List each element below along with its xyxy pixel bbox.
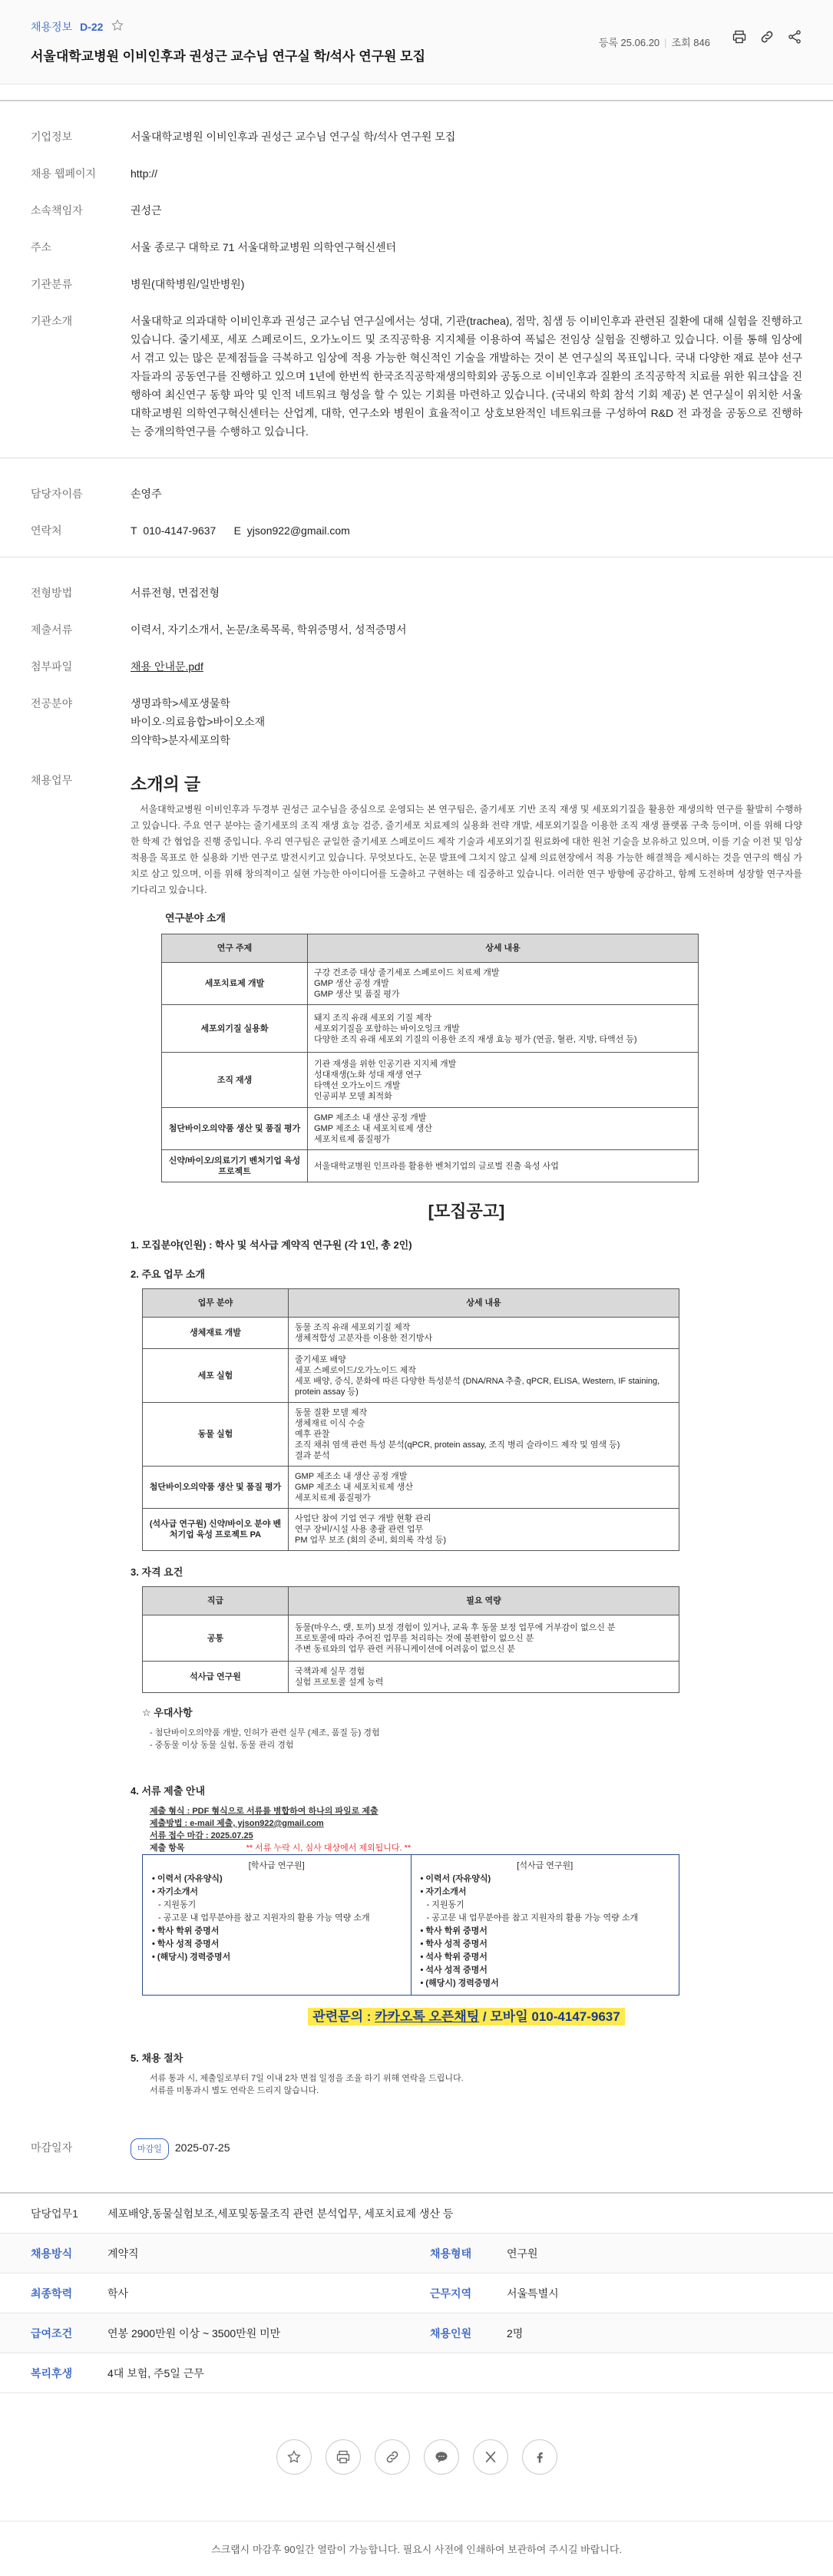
duty-table: 업무 분야 상세 내용 생체재료 개발 동물 조직 유래 세포외기질 제작 생체적합성 고분자를 이용한 전기방사 세포 실험 줄기세포 배양 세포 스페로이드/오가노이드 제작 세포 배양, 증식, 분화에 따른 다양한 특성분석 (DNA/RNA 추출, qPCR, ELISA, Western, IF staining, protein assay 등) 동물 실험 동물 질환 모델 제작 생체재료 이식 수술 예후 관찰 조직 채취 염색 관련 특성 분석(qPCR, protein assay, 조직 병리 슬라이드 제작 및 염색 등) 결과 분석 첨단바이오의약품 생산 및 품질 평가 GMP 제조소 내 생산 공정 개발 GMP 제조소 내 세포치료제 생산 세포치료제 품질평가 (석사급 연구원) 신약/바이오 분야 벤처기업 육성 프로젝트 PA 사업단 참여 기업 연구 개발 현황 관리 연구 장비/시설 사용 총괄 관련 업무 PM 업무 보조 (회의 준비, 회의록 작성 등) — [142, 1288, 679, 1551]
preference-title: ☆ 우대사항 — [142, 1707, 193, 1718]
warning-text: ** 서류 누락 시, 심사 대상에서 제외됩니다. ** — [246, 1844, 412, 1853]
category-label[interactable]: 채용정보 — [31, 20, 73, 33]
attachment-link[interactable]: 채용 안내문.pdf — [131, 660, 203, 673]
page-title: 서울대학교병원 이비인후과 권성근 교수님 연구실 학/석사 연구원 모집 — [31, 49, 426, 64]
table-row: 신약/바이오/의료기기 벤처기업 육성 프로젝트 서울대학교병원 인프라를 활용한 벤처기업의 글로벌 진출 육성 사업 — [162, 1150, 699, 1182]
link-icon[interactable] — [759, 29, 775, 47]
job-detail-poster: 소개의 글 서울대학교병원 이비인후과 두경부 권성근 교수님을 중심으로 운영되는 본 연구팀은, 줄기세포 기반 조직 재생 및 세포외기질을 활용한 재생의학 연구를 활발히 수행하고 있습니다. 주요 연구 분야는 줄기세포의 조직 재생 효능 검증, 줄기세포 치료제의 실용화 전략 개발, 세포외기질을 이용한 조직 재생 플랫폼 구축 등이며, 이를 위해 다양한 학제 간 협업을 진행 중입니다. 우리 연구팀은 균일한 줄기세포 스페로이드 제작 기술과 세포외기질 원료화에 대한 원천 기술을 보유하고 있으며, 이를 기술 이전 및 임상 적용을 목표로 한 실용화 기반 연구로 발전시키고 있습니다. 무엇보다도, 논문 발표에 그치지 않고 실제 의료현장에서 적용 가능한 해결책을 제시하는 것을 연구의 핵심 가치로 삼고 있으며, 이를 위해 창의적이고 실현 가능한 아이디어를 도출하고 구현하는 데 집중하고 있습니다. 이러한 연구 방향에 공감하고, 함께 도전하며 성장할 연구자를 기다리고 있습니다. 연구분야 소개 연구 주제 상세 내용 세포치료제 개발 구강 건조증 대상 줄기세포 스페로이드 치료제 개발 GMP 생산 공정 개발 GMP 생산 및 품질 평가 세포외기질 실용화 돼지 조직 유래 세포외 기질 제작 세포외기질을 포함하는 바이오잉크 개발 다양한 조직 유래 세포외 기질의 이용한 조직 재생 효능 평가 (연골, 혈관, 지방, 타액선 등) 조직 재생 기관 재생을 위한 인공기관 지지체 개발 성대재생(노화 성대 재생 연구 타액선 오가노이드 개발 인공피부 모델 최적화 첨단바이오의약품 생산 및 품질 평가 GMP 제조소 내 생산 공정 개발 GMP 제조소 내 세포치료제 생산 세포치료제 품질평가 신약/바이오/의료기기 벤처기업 육성 프로젝트 서울대학교병원 인프라를 활용한 벤처기업의 글로벌 진출 육성 사업 [모집공고] 1. 모집분야(인원) : 학사 및 석사급 계약직 연구원 (각 1인, 총 2인) 2. 주요 업무 소개 업무 분야 상세 내용 생체재료 개발 동물 조직 유래 세포외기질 제작 생체적합성 고분자를 이용한 전기방사 세포 실험 줄기세포 배양 세포 스페로이드/오가노이드 제작 세포 배양, 증식, 분화에 따른 다양한 특성분석 (DNA/RNA 추출, qPCR, ELISA, Western, IF staining, protein assay 등) 동물 실험 동물 질환 모델 제작 생체재료 이식 수술 예후 관찰 조직 채취 염색 관련 특성 분석(qPCR, protein assay, 조직 병리 슬라이드 제작 및 염색 등) 결과 분석 첨단바이오의약품 생산 및 품질 평가 GMP 제조소 내 생산 공정 개발 GMP 제조소 내 세포치료제 생산 세포치료제 품질평가 (석사급 연구원) 신약/바이오 분야 벤처기업 육성 프로젝트 PA 사업단 참여 기업 연구 개발 현황 관리 연구 장비/시설 사용 총괄 관련 업무 PM 업무 보조 (회의 준비, 회의록 작성 등) 3. 자격 요건 직급 필요 역량 공통 동물(마우스, 랫, 토끼) 보정 경험이 있거나, 교육 후 동물 보정 업무에 거부감이 없으신 분 프로토콜에 따라 주어진 업무를 처리하는 것에 불편함이 없으신 분 주변 동료와의 업무 관련 커뮤니케이션에 어려움이 없으신 분 석사급 연구원 국책과제 실무 경험 실험 프로토콜 설계 능력 ☆ 우대사항 - 첨단바이오의약품 개발, 인허가 관련 실무 (제조, 품질 등) 경험 - 중동물 이상 동물 실험, 동물 관리 경험 4. 서류 제출 안내 제출 형식 : PDF 형식으로 서류를 병합하여 하나의 파일로 제출 제출방법 : e-mail 제출, yjson922@gmail.com 서류 접수 마감 : 2025.07.25 제출 항목 ** 서류 누락 시, 심사 대상에서 제외됩니다. ** [학사급 연구원] • 이력서 (자유양식) • 자기소개서 - 지원동기 - 공고문 내 업무분야를 참고 지원자의 활용 가능 역량 소개 • 학사 학위 증명서 • 학사 성적 증명서 • (해당시) 경력증명서 [석사급 연구원] • 이력서 (자유양식) • 자기소개서 - 지원동기 - 공고문 내 업무분야를 참고 지원자의 활용 가능 역량 소개 • 학사 학위 증명서 • 학사 성적 증명서 • 석사 학위 증명서 • 석사 성적 증명서 • (해당시) 경력증명서 관련문의 : 카카오톡 오픈채팅 / 모바일 010-4147-9637 5. 채용 절차 서류 통과 시, 제출일로부터 7일 이내 2차 면접 일정을 조율 하기 위해 연락을 드립니다. 서류를 미통과시 별도 연락은 드리지 않습니다. — [131, 775, 802, 2095]
facebook-icon[interactable] — [522, 2439, 557, 2475]
contact-highlight: 관련문의 : 카카오톡 오픈채팅 / 모바일 010-4147-9637 — [131, 2008, 802, 2026]
org-type: 병원(대학병원/일반병원) — [131, 278, 245, 290]
web-url[interactable]: http:// — [131, 167, 158, 180]
post-meta: 등록 25.06.20 | 조회 846 — [598, 37, 710, 48]
apply-method: 서류전형, 면접전형 — [131, 587, 220, 599]
apply-section: 전형방법 서류전형, 면접전형 제출서류 이력서, 자기소개서, 논문/초록목록, 학위증명서, 성적증명서 첨부파일 채용 안내문.pdf 전공분야 생명과학>세포생물학 바이오·의료융합>바이오소재 의약학>분자세포의학 채용업무 소개의 글 서울대학교병원 이비인후과 두경부 권성근 교수님을 중심으로 운영되는 본 연구팀은, 줄기세포 기반 조직 재생 및 세포외기질을 활용한 재생의학 연구를 활발히 수행하고 있습니다. 주요 연구 분야는 줄기세포의 조직 재생 효능 검증, 줄기세포 치료제의 실용화 전략 개발, 세포외기질을 이용한 조직 재생 플랫폼 구축 등이며, 이를 위해 다양한 학제 간 협업을 진행 중입니다. 우리 연구팀은 균일한 줄기세포 스페로이드 제작 기술과 세포외기질 원료화에 대한 원천 기술을 보유하고 있으며, 이를 기술 이전 및 임상 적용을 목표로 한 실용화 기반 연구로 발전시키고 있습니다. 무엇보다도, 논문 발표에 그치지 않고 실제 의료현장에서 적용 가능한 해결책을 제시하는 것을 연구의 핵심 가치로 삼고 있으며, 이를 위해 창의적이고 실현 가능한 아이디어를 도출하고 구현하는 데 집중하고 있습니다. 이러한 연구 방향에 공감하고, 함께 도전하며 성장할 연구자를 기다리고 있습니다. 연구분야 소개 연구 주제 상세 내용 세포치료제 개발 구강 건조증 대상 줄기세포 스페로이드 치료제 개발 GMP 생산 공정 개발 GMP 생산 및 품질 평가 세포외기질 실용화 돼지 조직 유래 세포외 기질 제작 세포외기질을 포함하는 바이오잉크 개발 다양한 조직 유래 세포외 기질의 이용한 조직 재생 효능 평가 (연골, 혈관, 지방, 타액선 등) 조직 재생 기관 재생을 위한 인공기관 지지체 개발 성대재생(노화 성대 재생 연구 타액선 오가노이드 개발 인공피부 모델 최적화 첨단바이오의약품 생산 및 품질 평가 GMP 제조소 내 생산 공정 개발 GMP 제조소 내 세포치료제 생산 세포치료제 품질평가 신약/바이오/의료기기 벤처기업 육성 프로젝트 서울대학교병원 인프라를 활용한 벤처기업의 글로벌 진출 육성 사업 [모집공고] 1. 모집분야(인원) : 학사 및 석사급 계약직 연구원 (각 1인, 총 2인) 2. 주요 업무 소개 업무 분야 상세 내용 생체재료 개발 동물 조직 유래 세포외기질 제작 생체적합성 고분자를 이용한 전기방사 세포 실험 줄기세포 배양 세포 스페로이드/오가노이드 제작 세포 배양, 증식, 분화에 따른 다양한 특성분석 (DNA/RNA 추출, qPCR, ELISA, Western, IF staining, protein assay 등) 동물 실험 동물 질환 모델 제작 생체재료 이식 수술 예후 관찰 조직 채취 염색 관련 특성 분석(qPCR, protein assay, 조직 병리 슬라이드 제작 및 염색 등) 결과 분석 첨단바이오의약품 생산 및 품질 평가 GMP 제조소 내 생산 공정 개발 GMP 제조소 내 세포치료제 생산 세포치료제 품질평가 (석사급 연구원) 신약/바이오 분야 벤처기업 육성 프로젝트 PA 사업단 참여 기업 연구 개발 현황 관리 연구 장비/시설 사용 총괄 관련 업무 PM 업무 보조 (회의 준비, 회의록 작성 등) 3. 자격 요건 직급 필요 역량 공통 동물(마우스, 랫, 토끼) 보정 경험이 있거나, 교육 후 동물 보정 업무에 거부감이 없으신 분 프로토콜에 따라 주어진 업무를 처리하는 것에 불편함이 없으신 분 주변 동료와의 업무 관련 커뮤니케이션에 어려움이 없으신 분 석사급 연구원 국책과제 실무 경험 실험 프로토콜 설계 능력 ☆ 우대사항 - 첨단바이오의약품 개발, 인허가 관련 실무 (제조, 품질 등) 경험 - 중동물 이상 동물 실험, 동물 관리 경험 4. 서류 제출 안내 제출 형식 : PDF 형식으로 서류를 병합하여 하나의 파일로 제출 제출방법 : e-mail 제출, yjson922@gmail.com 서류 접수 마감 : 2025.07.25 제출 항목 ** 서류 누락 시, 심사 대상에서 제외됩니다. ** [학사급 연구원] • 이력서 (자유양식) • 자기소개서 - 지원동기 - 공고문 내 업무분야를 참고 지원자의 활용 가능 역량 소개 • 학사 학위 증명서 • 학사 성적 증명서 • (해당시) 경력증명서 [석사급 연구원] • 이력서 (자유양식) • 자기소개서 - 지원동기 - 공고문 내 업무분야를 참고 지원자의 활용 가능 역량 소개 • 학사 학위 증명서 • 학사 성적 증명서 • 석사 학위 증명서 • 석사 성적 증명서 • (해당시) 경력증명서 관련문의 : 카카오톡 오픈채팅 / 모바일 010-4147-9637 5. 채용 절차 서류 통과 시, 제출일로부터 7일 이내 2차 면접 일정을 조율 하기 위해 연락을 드립니다. 서류를 미통과시 별도 연락은 드리지 않습니다. 마감일자 마감일 2025-07-25 — [0, 557, 833, 2177]
submission-boxes — [142, 1854, 679, 1996]
org-name: 서울대학교병원 이비인후과 권성근 교수님 연구실 학/석사 연구원 모집 — [131, 131, 456, 143]
bachelor-box: [학사급 연구원] • 이력서 (자유양식) • 자기소개서 - 지원동기 - 공고문 내 업무분야를 참고 지원자의 활용 가능 역량 소개 • 학사 학위 증명서 • 학사 성적 증명서 • (해당시) 경력증명서 — [152, 1861, 370, 1962]
table-row: 첨단바이오의약품 생산 및 품질 평가 GMP 제조소 내 생산 공정 개발 GMP 제조소 내 세포치료제 생산 세포치료제 품질평가 — [162, 1108, 699, 1150]
link-icon[interactable] — [375, 2439, 410, 2475]
deadline-badge: 마감일 — [131, 2138, 169, 2160]
table-row: 생체재료 개발 동물 조직 유래 세포외기질 제작 생체적합성 고분자를 이용한 전기방사 — [143, 1318, 679, 1349]
contact-info: T 010-4147-9637 E yjson922@gmail.com — [131, 524, 350, 537]
print-icon[interactable] — [326, 2439, 361, 2475]
table-row: 동물 실험 동물 질환 모델 제작 생체재료 이식 수술 예후 관찰 조직 채취 염색 관련 특성 분석(qPCR, protein assay, 조직 병리 슬라이드 제작 및 염색 등) 결과 분석 — [143, 1403, 679, 1467]
org-intro: 서울대학교 의과대학 이비인후과 권성근 교수님 연구실에서는 성대, 기관(trachea), 점막, 침샘 등 이비인후과 관련된 질환에 대해 실험을 진행하고 있습니다. 줄기세포, 세포 스페로이드, 오가노이드 및 조직공학용 지지체를 이용하여 폭넓은 전임상 실험을 진행하고 있습니다. 이를 통해 임상에서 겪고 있는 많은 문제점들을 극복하고 임상에 적용 가능한 혁신적인 기술을 개발하는 것이 본 연구실의 목표입니다. 국내 다양한 재료 분야 선구자들과의 공동연구를 진행하고 있으며 1년에 한번씩 한국조직공학재생의학회와 공동으로 이비인후과 질환의 조직공학적 치료를 위한 워크샵을 진행하여 최신연구 동향 파악 및 인적 네트워크 형성을 할 수 있는 기회를 마련하고 있습니다. (국내외 학회 참석 기회 제공) 본 연구실이 위치한 서울대학교병원 의학연구혁신센터는 산업계, 대학, 연구소와 병원이 효율적이고 상호보완적인 네트워크를 구성하여 R&D 전 과정을 공동으로 진행하는 중개의학연구를 수행하고 있습니다. — [131, 315, 802, 438]
print-icon[interactable] — [732, 29, 747, 47]
contact-section: 담당자이름 손영주 연락처 T 010-4147-9637 E yjson922@gmail.com — [0, 458, 833, 557]
share-bar — [0, 2439, 833, 2475]
summary-row: 채용방식 계약직 채용형태 연구원 — [0, 2234, 833, 2273]
table-row: (석사급 연구원) 신약/바이오 분야 벤처기업 육성 프로젝트 PA 사업단 참여 기업 연구 개발 현황 관리 연구 장비/시설 사용 총괄 관련 업무 PM 업무 보조 (회의 준비, 회의록 작성 등) — [143, 1509, 679, 1551]
summary-row: 최종학력 학사 근무지역 서울특별시 — [0, 2273, 833, 2313]
summary-table — [0, 2192, 833, 2393]
major-fields: 생명과학>세포생물학 바이오·의료융합>바이오소재 의약학>분자세포의학 — [131, 697, 266, 746]
master-box: [석사급 연구원] • 이력서 (자유양식) • 자기소개서 - 지원동기 - 공고문 내 업무분야를 참고 지원자의 활용 가능 역량 소개 • 학사 학위 증명서 • 학사 성적 증명서 • 석사 학위 증명서 • 석사 성적 증명서 • (해당시) 경력증명서 — [411, 1855, 679, 1995]
view-count: 846 — [693, 37, 710, 48]
registered-date: 25.06.20 — [620, 37, 660, 48]
required-docs: 이력서, 자기소개서, 논문/초록목록, 학위증명서, 성적증명서 — [131, 623, 407, 636]
table-row: 첨단바이오의약품 생산 및 품질 평가 GMP 제조소 내 생산 공정 개발 GMP 제조소 내 세포치료제 생산 세포치료제 품질평가 — [143, 1467, 679, 1509]
table-row: 석사급 연구원 국책과제 실무 경험 실험 프로토콜 설계 능력 — [143, 1662, 679, 1693]
table-row: 세포외기질 실용화 돼지 조직 유래 세포외 기질 제작 세포외기질을 포함하는 바이오잉크 개발 다양한 조직 유래 세포외 기질의 이용한 조직 재생 효능 평가 (연골, 혈관, 지방, 타액선 등) — [162, 1005, 699, 1053]
research-title: 연구분야 소개 — [165, 912, 226, 924]
table-row: 세포 실험 줄기세포 배양 세포 스페로이드/오가노이드 제작 세포 배양, 증식, 분화에 따른 다양한 특성분석 (DNA/RNA 추출, qPCR, ELISA, Western, IF staining, protein assay 등) — [143, 1349, 679, 1403]
pi-name: 권성근 — [131, 204, 162, 217]
intro-text: 서울대학교병원 이비인후과 두경부 권성근 교수님을 중심으로 운영되는 본 연구팀은, 줄기세포 기반 조직 재생 및 세포외기질을 활용한 재생의학 연구를 활발히 수행하고 있습니다. 주요 연구 분야는 줄기세포의 조직 재생 효능 검증, 줄기세포 치료제의 실용화 전략 개발, 세포외기질을 이용한 조직 재생 플랫폼 구축 등이며, 이를 위해 다양한 학제 간 협업을 진행 중입니다. 우리 연구팀은 균일한 줄기세포 스페로이드 제작 기술과 세포외기질 원료화에 대한 원천 기술을 보유하고 있으며, 이를 기술 이전 및 임상 적용을 목표로 한 실용화 기반 연구로 발전시키고 있습니다. 무엇보다도, 논문 발표에 그치지 않고 실제 의료현장에서 적용 가능한 해결책을 제시하는 것을 연구의 핵심 가치로 삼고 있으며, 이를 위해 창의적이고 실현 가능한 아이디어를 도출하고 구현하는 데 집중하고 있습니다. 이러한 연구 방향에 공감하고, 함께 도전하며 성장할 연구자를 기다리고 있습니다. — [131, 804, 802, 895]
duty1-value: 세포배양,동물실험보조,세포및동물조직 관련 분석업무, 세포치료제 생산 등 — [107, 2207, 454, 2220]
kakao-openchat-link[interactable]: 카카오톡 오픈채팅 — [375, 2009, 480, 2024]
address: 서울 종로구 대학로 71 서울대학교병원 의학연구혁신센터 — [131, 241, 397, 253]
footer-notice: 스크랩시 마감후 90일간 열람이 가능합니다. 필요시 사전에 인쇄하여 보관하여 주시길 바랍니다. — [0, 2521, 833, 2556]
email[interactable]: yjson922@gmail.com — [246, 524, 350, 537]
summary-row: 급여조건 연봉 2900만원 이상 ~ 3500만원 미만 채용인원 2명 — [0, 2313, 833, 2353]
intro-title: 소개의 글 — [131, 775, 201, 794]
table-row: 공통 동물(마우스, 랫, 토끼) 보정 경험이 있거나, 교육 후 동물 보정 업무에 거부감이 없으신 분 프로토콜에 따라 주어진 업무를 처리하는 것에 불편함이 없으신 분 주변 동료와의 업무 관련 커뮤니케이션에 어려움이 없으신 분 — [143, 1615, 679, 1662]
share-icon[interactable] — [787, 29, 802, 47]
post-header — [0, 0, 833, 84]
dday-badge: D-22 — [80, 20, 104, 33]
recruit-title: [모집공고] — [428, 1202, 505, 1221]
qualification-table: 직급 필요 역량 공통 동물(마우스, 랫, 토끼) 보정 경험이 있거나, 교육 후 동물 보정 업무에 거부감이 없으신 분 프로토콜에 따라 주어진 업무를 처리하는 것에 불편함이 없으신 분 주변 동료와의 업무 관련 커뮤니케이션에 어려움이 없으신 분 석사급 연구원 국책과제 실무 경험 실험 프로토콜 설계 능력 — [142, 1586, 679, 1693]
phone[interactable]: 010-4147-9637 — [143, 524, 217, 537]
deadline-date: 2025-07-25 — [174, 2141, 230, 2154]
star-icon[interactable] — [276, 2439, 312, 2475]
deadline-value — [131, 2138, 802, 2160]
org-section: 기업정보 서울대학교병원 이비인후과 권성근 교수님 연구실 학/석사 연구원 모집 채용 웹페이지 http:// 소속책임자 권성근 주소 서울 종로구 대학로 71 서울대학교병원 의학연구혁신센터 기관분류 병원(대학병원/일반병원) 기관소개 서울대학교 의과대학 이비인후과 권성근 교수님 연구실에서는 성대, 기관(trachea), 점막, 침샘 등 이비인후과 관련된 질환에 대해 실험을 진행하고 있습니다. 줄기세포, 세포 스페로이드, 오가노이드 및 조직공학용 지지체를 이용하여 폭넓은 전임상 실험을 진행하고 있습니다. 이를 통해 임상에서 겪고 있는 많은 문제점들을 극복하고 임상에 적용 가능한 혁신적인 기술을 개발하는 것이 본 연구실의 목표입니다. 국내 다양한 재료 분야 선구자들과의 공동연구를 진행하고 있으며 1년에 한번씩 한국조직공학재생의학회와 공동으로 이비인후과 질환의 조직공학적 치료를 위한 워크샵을 진행하여 최신연구 동향 파악 및 인적 네트워크 형성을 할 수 있는 기회를 마련하고 있습니다. (국내외 학회 참석 기회 제공) 본 연구실이 위치한 서울대학교병원 의학연구혁신센터는 산업계, 대학, 연구소와 병원이 효율적이고 상호보완적인 네트워크를 구성하여 R&D 전 과정을 공동으로 진행하는 중개의학연구를 수행하고 있습니다. — [0, 100, 833, 458]
contact-person: 손영주 — [131, 488, 162, 500]
x-icon[interactable] — [473, 2439, 508, 2475]
research-table: 연구 주제 상세 내용 세포치료제 개발 구강 건조증 대상 줄기세포 스페로이드 치료제 개발 GMP 생산 공정 개발 GMP 생산 및 품질 평가 세포외기질 실용화 돼지 조직 유래 세포외 기질 제작 세포외기질을 포함하는 바이오잉크 개발 다양한 조직 유래 세포외 기질의 이용한 조직 재생 효능 평가 (연골, 혈관, 지방, 타액선 등) 조직 재생 기관 재생을 위한 인공기관 지지체 개발 성대재생(노화 성대 재생 연구 타액선 오가노이드 개발 인공피부 모델 최적화 첨단바이오의약품 생산 및 품질 평가 GMP 제조소 내 생산 공정 개발 GMP 제조소 내 세포치료제 생산 세포치료제 품질평가 신약/바이오/의료기기 벤처기업 육성 프로젝트 서울대학교병원 인프라를 활용한 벤처기업의 글로벌 진출 육성 사업 — [161, 934, 699, 1182]
kakao-icon[interactable] — [424, 2439, 459, 2475]
summary-duty-row: 담당업무1 세포배양,동물실험보조,세포및동물조직 관련 분석업무, 세포치료제 생산 등 — [0, 2194, 833, 2234]
star-icon[interactable] — [111, 18, 124, 35]
summary-welfare-row: 복리후생 4대 보험, 주5일 근무 — [0, 2353, 833, 2393]
table-row: 조직 재생 기관 재생을 위한 인공기관 지지체 개발 성대재생(노화 성대 재생 연구 타액선 오가노이드 개발 인공피부 모델 최적화 — [162, 1053, 699, 1108]
table-row: 세포치료제 개발 구강 건조증 대상 줄기세포 스페로이드 치료제 개발 GMP 생산 공정 개발 GMP 생산 및 품질 평가 — [162, 963, 699, 1005]
